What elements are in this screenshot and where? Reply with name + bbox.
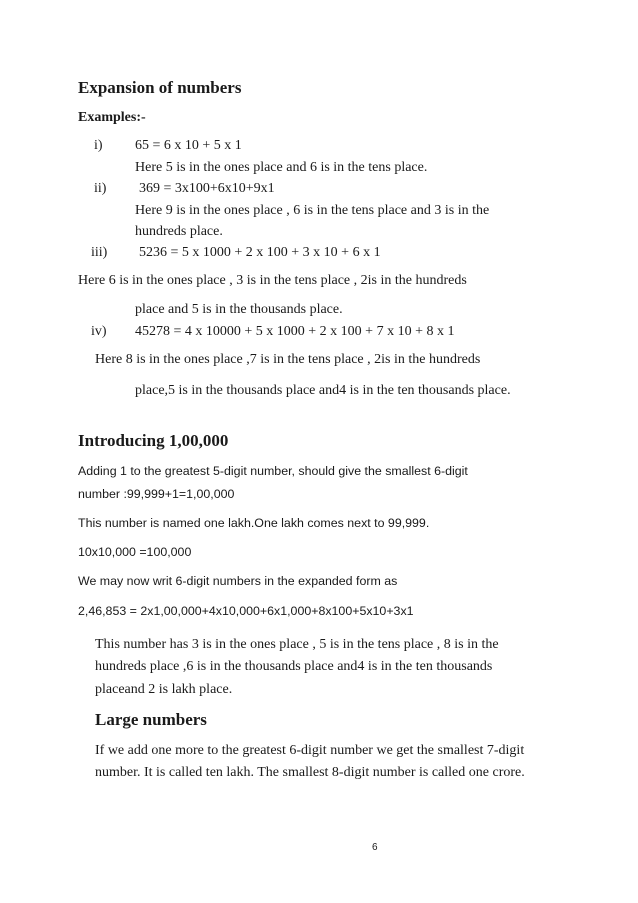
heading-large-numbers: Large numbers — [95, 710, 207, 729]
example-explanation: Here 9 is in the ones place , 6 is in the tens place and 3 is in the — [135, 203, 490, 218]
note-line: This number has 3 is in the ones place , 5 is in the tens place , 8 is in the — [95, 637, 499, 652]
example-equation: 5236 = 5 x 1000 + 2 x 100 + 3 x 10 + 6 x 1 — [139, 245, 381, 260]
page-number: 6 — [372, 842, 378, 853]
list-numeral: ii) — [94, 181, 107, 196]
list-numeral: i) — [94, 138, 103, 153]
note-line: hundreds place ,6 is in the thousands place and4 is in the ten thousands — [95, 659, 493, 674]
example-equation: 65 = 6 x 10 + 5 x 1 — [135, 138, 242, 153]
example-explanation: Here 6 is in the ones place , 3 is in the tens place , 2is in the hundreds — [78, 273, 467, 288]
example-explanation: place and 5 is in the thousands place. — [135, 302, 343, 317]
note-line: placeand 2 is lakh place. — [95, 682, 233, 697]
paragraph-line: number :99,999+1=1,00,000 — [78, 487, 235, 501]
example-equation: 369 = 3x100+6x10+9x1 — [139, 181, 275, 196]
heading-lakh: Introducing 1,00,000 — [78, 431, 229, 450]
example-explanation: place,5 is in the thousands place and4 is in the ten thousands place. — [135, 383, 511, 398]
paragraph-line: We may now writ 6-digit numbers in the expanded form as — [78, 574, 398, 588]
paragraph-line: If we add one more to the greatest 6-digit number we get the smallest 7-digit — [95, 743, 525, 758]
example-equation: 45278 = 4 x 10000 + 5 x 1000 + 2 x 100 + 7 x 10 + 8 x 1 — [135, 324, 455, 339]
paragraph-line: 2,46,853 = 2x1,00,000+4x10,000+6x1,000+8x100+5x10+3x1 — [78, 604, 414, 618]
list-numeral: iv) — [91, 324, 107, 339]
paragraph-line: 10x10,000 =100,000 — [78, 545, 192, 559]
paragraph-line: number. It is called ten lakh. The smallest 8-digit number is called one crore. — [95, 765, 525, 780]
example-explanation: Here 5 is in the ones place and 6 is in the tens place. — [135, 160, 428, 175]
paragraph-line: This number is named one lakh.One lakh comes next to 99,999. — [78, 516, 430, 530]
example-explanation: hundreds place. — [135, 224, 223, 239]
example-explanation: Here 8 is in the ones place ,7 is in the tens place , 2is in the hundreds — [95, 352, 481, 367]
examples-label: Examples:- — [78, 110, 146, 125]
heading-expansion: Expansion of numbers — [78, 78, 242, 97]
paragraph-line: Adding 1 to the greatest 5-digit number, should give the smallest 6-digit — [78, 464, 468, 478]
list-numeral: iii) — [91, 245, 108, 260]
